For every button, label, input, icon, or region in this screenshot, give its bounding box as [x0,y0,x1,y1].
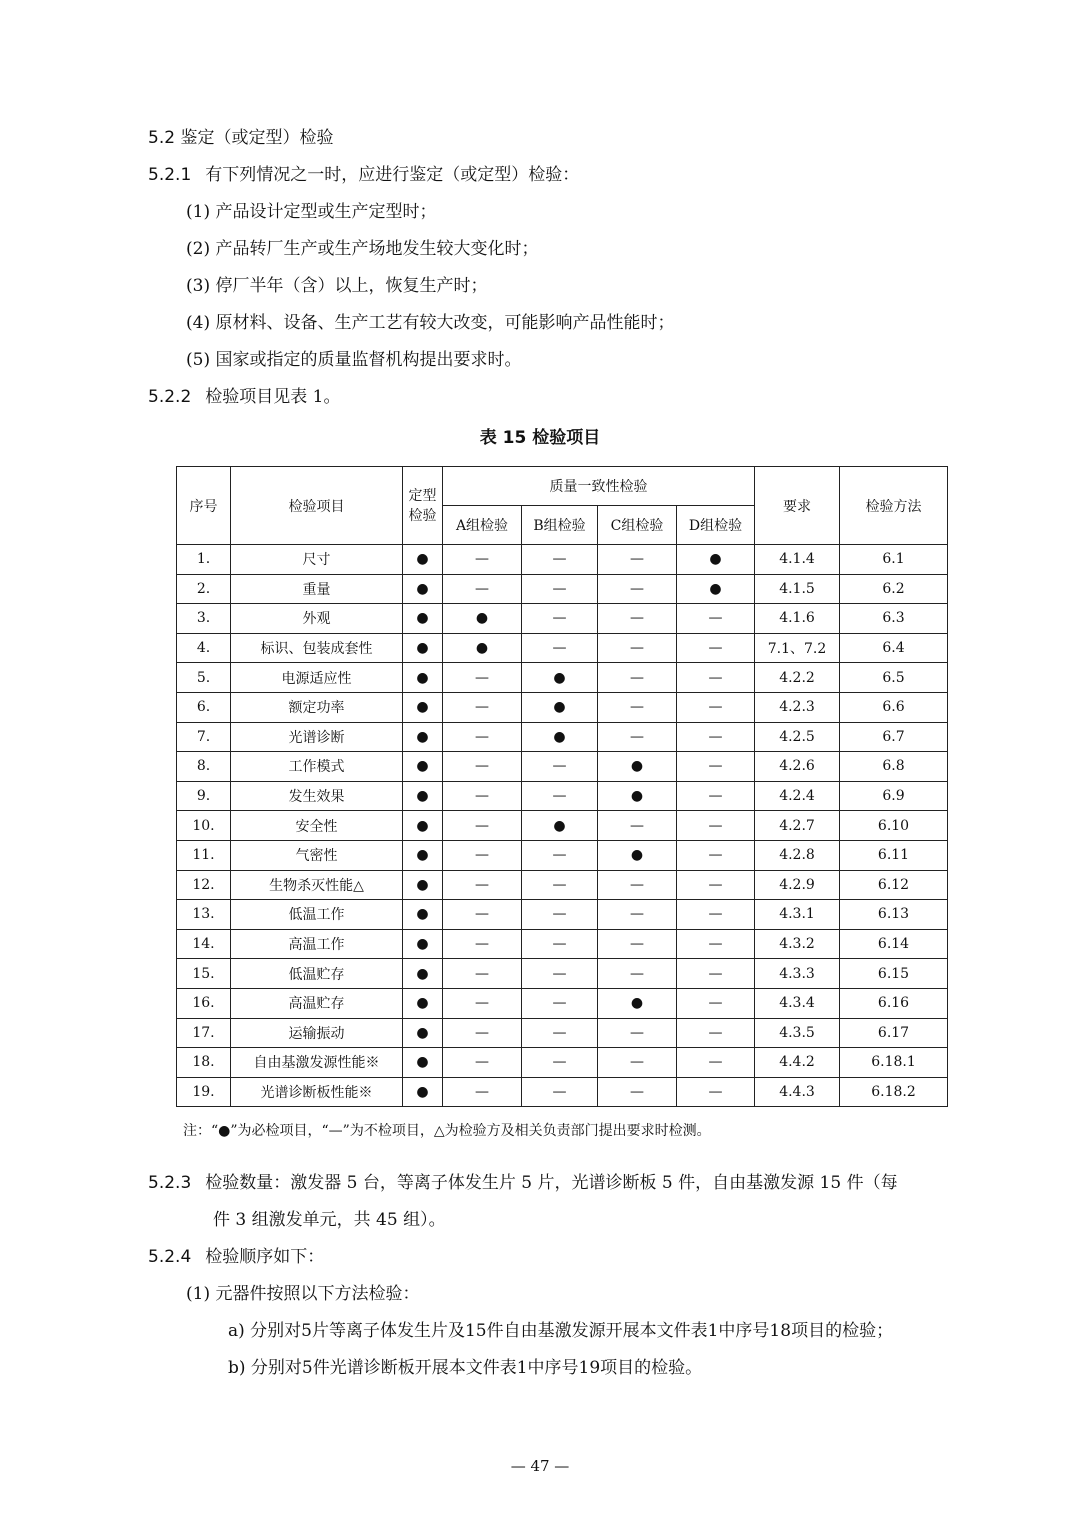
cell-requirement: 4.3.5 [755,1018,840,1048]
cell-item: 重量 [231,574,403,604]
header-method: 检验方法 [840,467,948,545]
cell-requirement: 4.1.6 [755,604,840,634]
cell-group-d: — [677,929,755,959]
cell-group-d: — [677,752,755,782]
cell-group-c: — [598,929,677,959]
cell-type-check: ● [403,870,443,900]
cell-group-d: — [677,692,755,722]
table-row [177,1077,948,1107]
cell-seq: 4. [177,633,231,663]
cell-group-d: — [677,722,755,752]
cell-requirement: 4.3.4 [755,988,840,1018]
cell-group-c: — [598,604,677,634]
section-heading: 5.2 鉴定（或定型）检验 [148,128,334,148]
cell-group-b: — [522,604,598,634]
cell-group-b: — [522,1077,598,1107]
table-row [177,870,948,900]
clause-continuation: 件 3 组激发单元，共 45 组）。 [213,1210,446,1230]
cell-method: 6.13 [840,900,948,930]
cell-item: 运输振动 [231,1018,403,1048]
cell-requirement: 4.3.3 [755,959,840,989]
cell-item: 气密性 [231,840,403,870]
cell-item: 电源适应性 [231,663,403,693]
cell-requirement: 4.2.2 [755,663,840,693]
cell-item: 额定功率 [231,692,403,722]
cell-item: 安全性 [231,811,403,841]
clause-text: 检验顺序如下： [205,1247,325,1267]
table-row [177,545,948,575]
clause-text: 有下列情况之一时，应进行鉴定（或定型）检验： [205,165,580,185]
table-caption: 表 15 检验项目 [479,428,601,448]
header-group-b: B组检验 [522,506,598,545]
cell-group-a: — [443,722,522,752]
cell-group-d: ● [677,545,755,575]
header-type-check [403,467,443,545]
cell-requirement: 4.2.4 [755,781,840,811]
cell-seq: 15. [177,959,231,989]
cell-method: 6.4 [840,633,948,663]
cell-group-b: — [522,870,598,900]
cell-group-c: — [598,900,677,930]
cell-group-c: — [598,692,677,722]
cell-group-a: ● [443,633,522,663]
cell-group-d: — [677,811,755,841]
cell-type-check: ● [403,1077,443,1107]
cell-item: 光谱诊断板性能※ [231,1077,403,1107]
cell-item: 自由基激发源性能※ [231,1048,403,1078]
cell-group-c: ● [598,781,677,811]
cell-method: 6.5 [840,663,948,693]
table-row [177,604,948,634]
header-type-check-line2: 检验 [408,507,437,524]
cell-type-check: ● [403,752,443,782]
cell-item: 标识、包装成套性 [231,633,403,663]
cell-item: 高温贮存 [231,988,403,1018]
cell-group-c: — [598,1018,677,1048]
cell-group-b: — [522,840,598,870]
cell-seq: 17. [177,1018,231,1048]
cell-type-check: ● [403,929,443,959]
table-row [177,722,948,752]
cell-group-b: — [522,959,598,989]
clause-number: 5.2.2 [148,387,192,407]
cell-requirement: 4.4.2 [755,1048,840,1078]
clause-5-2-2 [148,386,341,408]
cell-item: 生物杀灭性能△ [231,870,403,900]
cell-item: 尺寸 [231,545,403,575]
cell-group-b: ● [522,663,598,693]
cell-group-c: — [598,811,677,841]
cell-group-d: — [677,633,755,663]
condition-item: (4) 原材料、设备、生产工艺有较大改变，可能影响产品性能时； [186,313,675,333]
condition-item: (5) 国家或指定的质量监督机构提出要求时。 [186,350,522,370]
table-note: 注：“●”为必检项目，“—”为不检项目，△为检验方及相关负责部门提出要求时检测。 [183,1123,711,1139]
cell-method: 6.2 [840,574,948,604]
cell-group-a: — [443,988,522,1018]
cell-type-check: ● [403,604,443,634]
cell-group-a: — [443,1077,522,1107]
cell-group-a: — [443,870,522,900]
cell-group-b: — [522,752,598,782]
cell-group-c: — [598,1077,677,1107]
table-body [177,545,948,1107]
cell-group-c: — [598,574,677,604]
cell-group-b: — [522,929,598,959]
clause-number: 5.2.3 [148,1173,192,1193]
cell-group-d: ● [677,574,755,604]
cell-group-d: — [677,604,755,634]
cell-item: 低温贮存 [231,959,403,989]
table-row [177,781,948,811]
table-row [177,959,948,989]
cell-seq: 14. [177,929,231,959]
cell-requirement: 4.2.3 [755,692,840,722]
table-row [177,1048,948,1078]
header-type-check-line1: 定型 [408,487,437,504]
cell-group-d: — [677,870,755,900]
cell-group-d: — [677,959,755,989]
cell-group-c: — [598,870,677,900]
cell-seq: 19. [177,1077,231,1107]
page-number: — 47 — [510,1457,570,1475]
table-row [177,988,948,1018]
cell-item: 工作模式 [231,752,403,782]
cell-group-d: — [677,1077,755,1107]
cell-group-c: — [598,959,677,989]
cell-item: 发生效果 [231,781,403,811]
clause-text: 检验项目见表 1。 [205,387,341,407]
cell-group-d: — [677,900,755,930]
clause-5-2-3 [148,1172,898,1194]
cell-requirement: 4.4.3 [755,1077,840,1107]
cell-type-check: ● [403,574,443,604]
cell-group-d: — [677,1018,755,1048]
table-row [177,811,948,841]
cell-group-d: — [677,663,755,693]
condition-item: (2) 产品转厂生产或生产场地发生较大变化时； [186,239,539,259]
cell-group-a: — [443,781,522,811]
cell-type-check: ● [403,692,443,722]
cell-group-a: — [443,663,522,693]
cell-group-a: — [443,752,522,782]
cell-group-a: ● [443,604,522,634]
sub-item-a: a) 分别对5片等离子体发生片及15件自由基激发源开展本文件表1中序号18项目的检验； [228,1321,894,1341]
cell-group-a: — [443,692,522,722]
table-row [177,633,948,663]
cell-group-a: — [443,1018,522,1048]
cell-group-c: ● [598,752,677,782]
table-row [177,1018,948,1048]
cell-group-c: ● [598,840,677,870]
cell-seq: 5. [177,663,231,693]
table-row [177,900,948,930]
cell-group-b: — [522,988,598,1018]
cell-group-b: — [522,633,598,663]
condition-item: (1) 产品设计定型或生产定型时； [186,202,437,222]
clause-number: 5.2.1 [148,165,192,185]
cell-seq: 16. [177,988,231,1018]
cell-group-d: — [677,988,755,1018]
cell-type-check: ● [403,959,443,989]
cell-type-check: ● [403,811,443,841]
cell-method: 6.7 [840,722,948,752]
cell-type-check: ● [403,988,443,1018]
table-row [177,840,948,870]
cell-item: 光谱诊断 [231,722,403,752]
cell-seq: 18. [177,1048,231,1078]
cell-seq: 8. [177,752,231,782]
cell-group-b: — [522,781,598,811]
cell-seq: 11. [177,840,231,870]
inspection-table [176,466,948,1107]
cell-requirement: 4.2.5 [755,722,840,752]
cell-seq: 1. [177,545,231,575]
cell-group-b: — [522,1018,598,1048]
cell-group-c: ● [598,988,677,1018]
cell-method: 6.6 [840,692,948,722]
cell-group-d: — [677,840,755,870]
cell-type-check: ● [403,1018,443,1048]
cell-method: 6.15 [840,959,948,989]
table-row [177,929,948,959]
clause-text: 检验数量：激发器 5 台，等离子体发生片 5 片，光谱诊断板 5 件，自由基激发源 15 件（每 [205,1173,898,1193]
cell-item: 外观 [231,604,403,634]
cell-type-check: ● [403,840,443,870]
header-quality-group: 质量一致性检验 [443,467,755,506]
cell-method: 6.8 [840,752,948,782]
cell-requirement: 4.2.8 [755,840,840,870]
cell-method: 6.14 [840,929,948,959]
cell-group-c: — [598,663,677,693]
cell-group-b: — [522,1048,598,1078]
cell-group-b: ● [522,811,598,841]
cell-method: 6.10 [840,811,948,841]
cell-method: 6.9 [840,781,948,811]
cell-method: 6.16 [840,988,948,1018]
clause-5-2-1 [148,164,579,186]
cell-group-a: — [443,929,522,959]
cell-group-a: — [443,574,522,604]
cell-type-check: ● [403,663,443,693]
cell-requirement: 4.2.7 [755,811,840,841]
cell-seq: 10. [177,811,231,841]
cell-group-d: — [677,781,755,811]
table-row [177,663,948,693]
cell-method: 6.18.1 [840,1048,948,1078]
table-row [177,692,948,722]
cell-seq: 7. [177,722,231,752]
cell-type-check: ● [403,633,443,663]
cell-item: 高温工作 [231,929,403,959]
sub-item: (1) 元器件按照以下方法检验： [186,1284,420,1304]
header-group-d: D组检验 [677,506,755,545]
clause-number: 5.2.4 [148,1247,192,1267]
cell-requirement: 4.2.9 [755,870,840,900]
cell-requirement: 4.2.6 [755,752,840,782]
cell-method: 6.1 [840,545,948,575]
cell-group-a: — [443,811,522,841]
cell-seq: 9. [177,781,231,811]
cell-group-c: — [598,633,677,663]
cell-seq: 2. [177,574,231,604]
cell-type-check: ● [403,1048,443,1078]
table-row [177,752,948,782]
cell-group-b: — [522,545,598,575]
cell-method: 6.18.2 [840,1077,948,1107]
sub-item-b: b) 分别对5件光谱诊断板开展本文件表1中序号19项目的检验。 [228,1358,703,1378]
cell-seq: 3. [177,604,231,634]
cell-group-a: — [443,959,522,989]
cell-type-check: ● [403,545,443,575]
cell-group-b: ● [522,722,598,752]
condition-item: (3) 停厂半年（含）以上，恢复生产时； [186,276,488,296]
header-group-c: C组检验 [598,506,677,545]
cell-group-b: — [522,574,598,604]
cell-group-b: ● [522,692,598,722]
cell-item: 低温工作 [231,900,403,930]
cell-type-check: ● [403,900,443,930]
cell-method: 6.3 [840,604,948,634]
cell-group-a: — [443,1048,522,1078]
cell-group-c: — [598,1048,677,1078]
cell-group-c: — [598,722,677,752]
cell-seq: 13. [177,900,231,930]
cell-requirement: 4.3.2 [755,929,840,959]
cell-group-c: — [598,545,677,575]
cell-group-b: — [522,900,598,930]
cell-requirement: 4.1.4 [755,545,840,575]
table-row [177,574,948,604]
cell-seq: 6. [177,692,231,722]
cell-requirement: 7.1、7.2 [755,633,840,663]
cell-method: 6.12 [840,870,948,900]
cell-group-a: — [443,545,522,575]
cell-type-check: ● [403,722,443,752]
cell-requirement: 4.3.1 [755,900,840,930]
header-requirement: 要求 [755,467,840,545]
cell-group-d: — [677,1048,755,1078]
cell-method: 6.17 [840,1018,948,1048]
clause-5-2-4 [148,1246,324,1268]
cell-group-a: — [443,900,522,930]
cell-method: 6.11 [840,840,948,870]
header-item: 检验项目 [231,467,403,545]
cell-type-check: ● [403,781,443,811]
cell-group-a: — [443,840,522,870]
cell-requirement: 4.1.5 [755,574,840,604]
header-group-a: A组检验 [443,506,522,545]
header-seq: 序号 [177,467,231,545]
cell-seq: 12. [177,870,231,900]
